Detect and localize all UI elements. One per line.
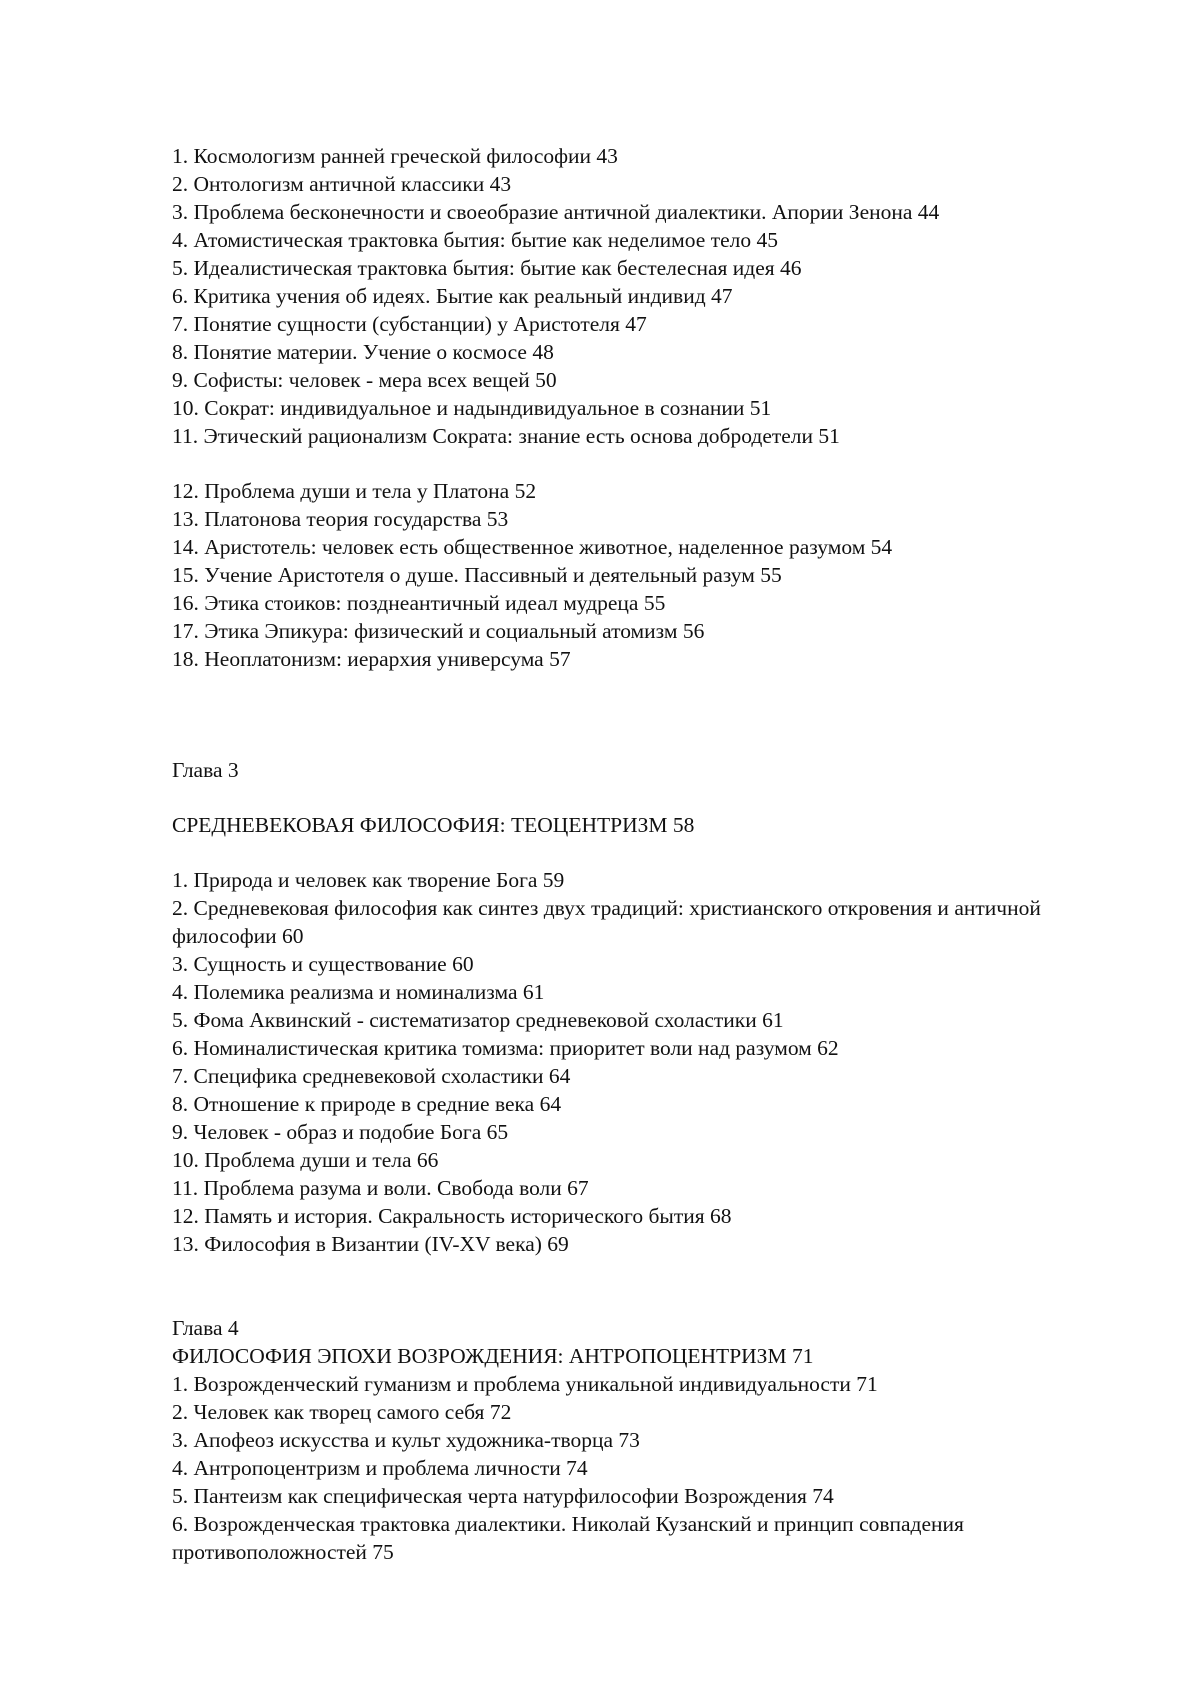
list-item: 2. Человек как творец самого себя 72 xyxy=(172,1400,512,1424)
list-item: 7. Понятие сущности (субстанции) у Аристотеля 47 xyxy=(172,312,647,336)
list-item: 14. Аристотель: человек есть общественное животное, наделенное разумом 54 xyxy=(172,535,893,559)
list-item: 9. Софисты: человек - мера всех вещей 50 xyxy=(172,368,557,392)
list-item: 16. Этика стоиков: позднеантичный идеал мудреца 55 xyxy=(172,591,666,615)
spacer xyxy=(172,673,1132,756)
list-item: 1. Космологизм ранней греческой философии 43 xyxy=(172,144,618,168)
list-item: 1. Природа и человек как творение Бога 59 xyxy=(172,868,565,892)
list-item: 1. Возрожденческий гуманизм и проблема уникальной индивидуальности 71 xyxy=(172,1372,878,1396)
list-item: 10. Проблема души и тела 66 xyxy=(172,1148,439,1172)
spacer xyxy=(172,450,1132,477)
list-item: 8. Отношение к природе в средние века 64 xyxy=(172,1092,562,1116)
list-item: 18. Неоплатонизм: иерархия универсума 57 xyxy=(172,647,571,671)
list-item: 7. Специфика средневековой схоластики 64 xyxy=(172,1064,571,1088)
list-item: 3. Проблема бесконечности и своеобразие античной диалектики. Апории Зенона 44 xyxy=(172,200,940,224)
list-item: 9. Человек - образ и подобие Бога 65 xyxy=(172,1120,509,1144)
chapter4-list xyxy=(172,1370,1132,1566)
document-page xyxy=(172,142,1132,1566)
spacer xyxy=(172,839,1132,866)
list-item: 11. Этический рационализм Сократа: знание есть основа добродетели 51 xyxy=(172,424,840,448)
list-item: 3. Апофеоз искусства и культ художника-творца 73 xyxy=(172,1428,640,1452)
list-item: 6. Возрожденческая трактовка диалектики. Николай Кузанский и принцип совпадения противоположностей 75 xyxy=(172,1512,964,1564)
list-item: 11. Проблема разума и воли. Свобода воли 67 xyxy=(172,1176,589,1200)
chapter-title: ФИЛОСОФИЯ ЭПОХИ ВОЗРОЖДЕНИЯ: АНТРОПОЦЕНТРИЗМ 71 xyxy=(172,1344,814,1368)
list-item: 5. Пантеизм как специфическая черта натурфилософии Возрождения 74 xyxy=(172,1484,834,1508)
list-item: 6. Номиналистическая критика томизма: приоритет воли над разумом 62 xyxy=(172,1036,839,1060)
spacer xyxy=(172,784,1132,811)
list-item: 8. Понятие материи. Учение о космосе 48 xyxy=(172,340,554,364)
list-item: 6. Критика учения об идеях. Бытие как реальный индивид 47 xyxy=(172,284,733,308)
list-item: 5. Идеалистическая трактовка бытия: бытие как бестелесная идея 46 xyxy=(172,256,802,280)
list-item: 4. Полемика реализма и номинализма 61 xyxy=(172,980,545,1004)
spacer xyxy=(172,1258,1132,1314)
list-item: 17. Этика Эпикура: физический и социальный атомизм 56 xyxy=(172,619,705,643)
list-item: 10. Сократ: индивидуальное и надындивидуальное в сознании 51 xyxy=(172,396,772,420)
list-item: 4. Атомистическая трактовка бытия: бытие как неделимое тело 45 xyxy=(172,228,779,252)
list-item: 13. Платонова теория государства 53 xyxy=(172,507,509,531)
list-item: 12. Память и история. Сакральность исторического бытия 68 xyxy=(172,1204,732,1228)
list-item: 2. Средневековая философия как синтез двух традиций: христианского откровения и античной философии 60 xyxy=(172,896,1041,948)
list-item: 15. Учение Аристотеля о душе. Пассивный и деятельный разум 55 xyxy=(172,563,782,587)
list-item: 5. Фома Аквинский - систематизатор средневековой схоластики 61 xyxy=(172,1008,784,1032)
list-item: 3. Сущность и существование 60 xyxy=(172,952,474,976)
list-item: 2. Онтологизм античной классики 43 xyxy=(172,172,512,196)
list-item: 13. Философия в Византии (IV-XV века) 69 xyxy=(172,1232,569,1256)
chapter-label: Глава 3 xyxy=(172,758,239,782)
list-item: 12. Проблема души и тела у Платона 52 xyxy=(172,479,537,503)
ancient-list-b xyxy=(172,477,1132,673)
chapter-label: Глава 4 xyxy=(172,1316,239,1340)
chapter3-list xyxy=(172,866,1132,1258)
list-item: 4. Антропоцентризм и проблема личности 74 xyxy=(172,1456,588,1480)
ancient-list-a xyxy=(172,142,1132,450)
chapter-title: СРЕДНЕВЕКОВАЯ ФИЛОСОФИЯ: ТЕОЦЕНТРИЗМ 58 xyxy=(172,813,695,837)
